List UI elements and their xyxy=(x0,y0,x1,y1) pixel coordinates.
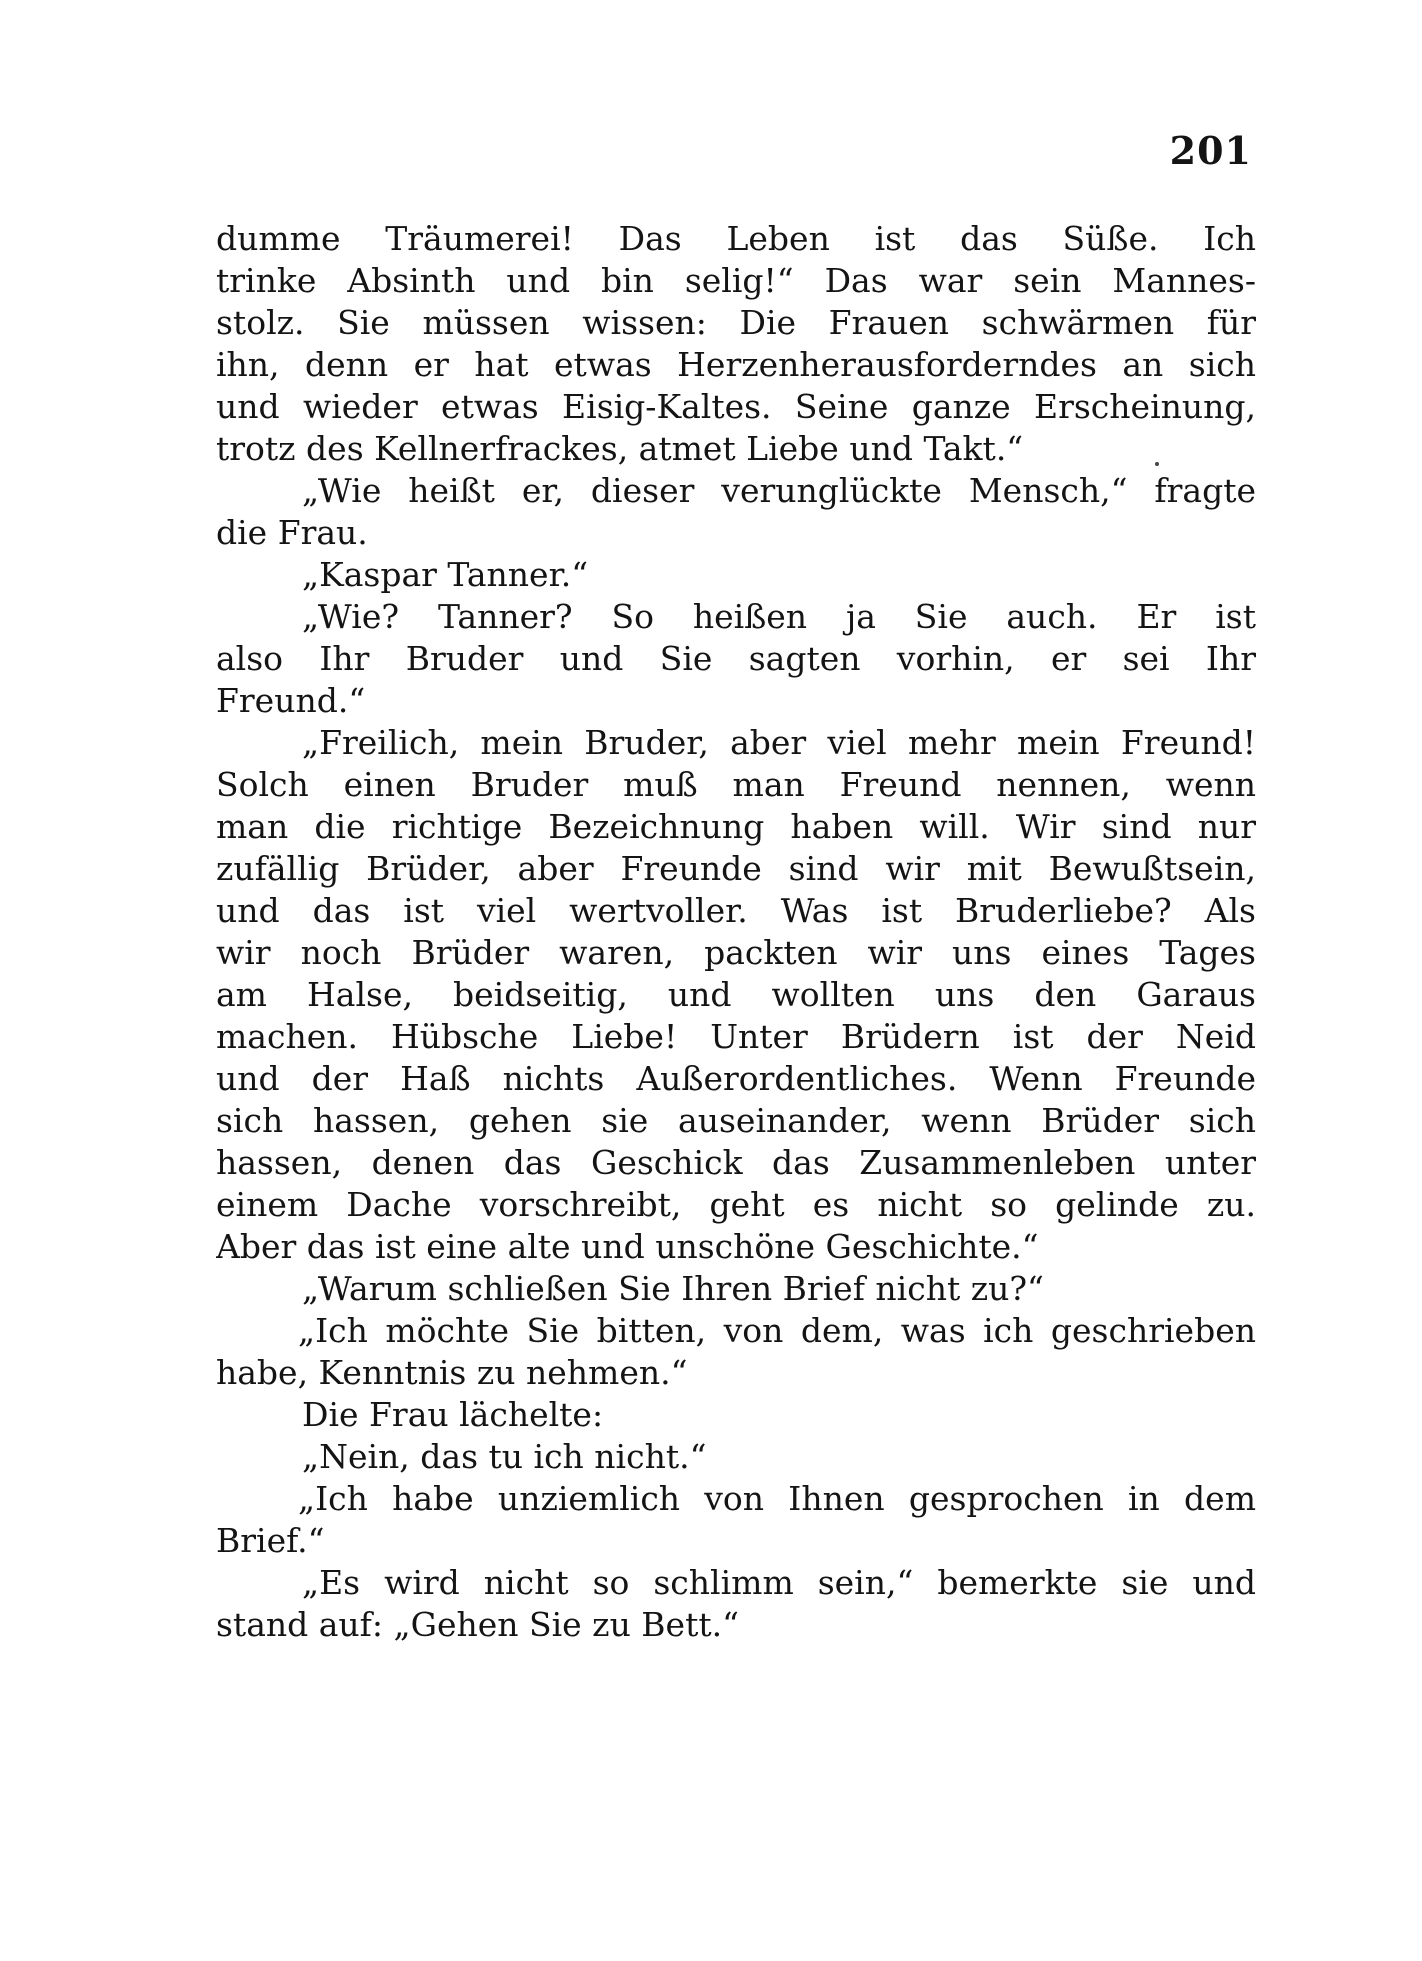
text-line: dumme Träumerei! Das Leben ist das Süße. Ich xyxy=(216,219,1256,258)
text-line: Aber das ist eine alte und unschöne Geschichte.“ xyxy=(216,1227,1039,1266)
text-line: „Kaspar Tanner.“ xyxy=(302,555,589,594)
text-line: man die richtige Bezeichnung haben will. Wir sind nur xyxy=(216,807,1256,846)
text-line: zufällig Brüder, aber Freunde sind wir mit Bewußtsein, xyxy=(216,849,1256,888)
text-line: „Es wird nicht so schlimm sein,“ bemerkte sie und xyxy=(302,1563,1256,1602)
text-line: wir noch Brüder waren, packten wir uns eines Tages xyxy=(216,933,1256,972)
text-line: also Ihr Bruder und Sie sagten vorhin, er sei Ihr xyxy=(216,639,1256,678)
text-line: die Frau. xyxy=(216,513,368,552)
text-line: und das ist viel wertvoller. Was ist Bruderliebe? Als xyxy=(216,891,1256,930)
text-line: hassen, denen das Geschick das Zusammenleben unter xyxy=(216,1143,1256,1182)
ink-speck xyxy=(1155,462,1159,466)
text-line: stand auf: „Gehen Sie zu Bett.“ xyxy=(216,1605,739,1644)
text-line: machen. Hübsche Liebe! Unter Brüdern ist der Neid xyxy=(216,1017,1256,1056)
body-text xyxy=(216,218,1256,1646)
text-line: „Ich habe unziemlich von Ihnen gesprochen in dem xyxy=(298,1479,1256,1518)
text-line: „Ich möchte Sie bitten, von dem, was ich geschrieben xyxy=(298,1311,1256,1350)
page-number: 201 xyxy=(1169,128,1252,173)
text-line: trinke Absinth und bin selig!“ Das war sein Mannes- xyxy=(216,261,1256,300)
text-line: sich hassen, gehen sie auseinander, wenn Brüder sich xyxy=(216,1101,1256,1140)
text-line: am Halse, beidseitig, und wollten uns den Garaus xyxy=(216,975,1256,1014)
text-line: Solch einen Bruder muß man Freund nennen, wenn xyxy=(216,765,1256,804)
text-line: „Nein, das tu ich nicht.“ xyxy=(302,1437,707,1476)
text-line: „Freilich, mein Bruder, aber viel mehr mein Freund! xyxy=(302,723,1256,762)
text-line: „Wie heißt er, dieser verunglückte Mensch,“ fragte xyxy=(302,471,1256,510)
text-line: und wieder etwas Eisig-Kaltes. Seine ganze Erscheinung, xyxy=(216,387,1256,426)
text-line: habe, Kenntnis zu nehmen.“ xyxy=(216,1353,688,1392)
text-line: ihn, denn er hat etwas Herzenherausforderndes an sich xyxy=(216,345,1256,384)
text-line: „Warum schließen Sie Ihren Brief nicht zu?“ xyxy=(302,1269,1044,1308)
text-line: Die Frau lächelte: xyxy=(302,1395,604,1434)
text-line: Freund.“ xyxy=(216,681,366,720)
text-line: und der Haß nichts Außerordentliches. Wenn Freunde xyxy=(216,1059,1256,1098)
text-line: Brief.“ xyxy=(216,1521,325,1560)
text-line: „Wie? Tanner? So heißen ja Sie auch. Er ist xyxy=(302,597,1256,636)
text-line: stolz. Sie müssen wissen: Die Frauen schwärmen für xyxy=(216,303,1256,342)
text-line: trotz des Kellnerfrackes, atmet Liebe und Takt.“ xyxy=(216,429,1024,468)
text-line: einem Dache vorschreibt, geht es nicht so gelinde zu. xyxy=(216,1185,1256,1224)
